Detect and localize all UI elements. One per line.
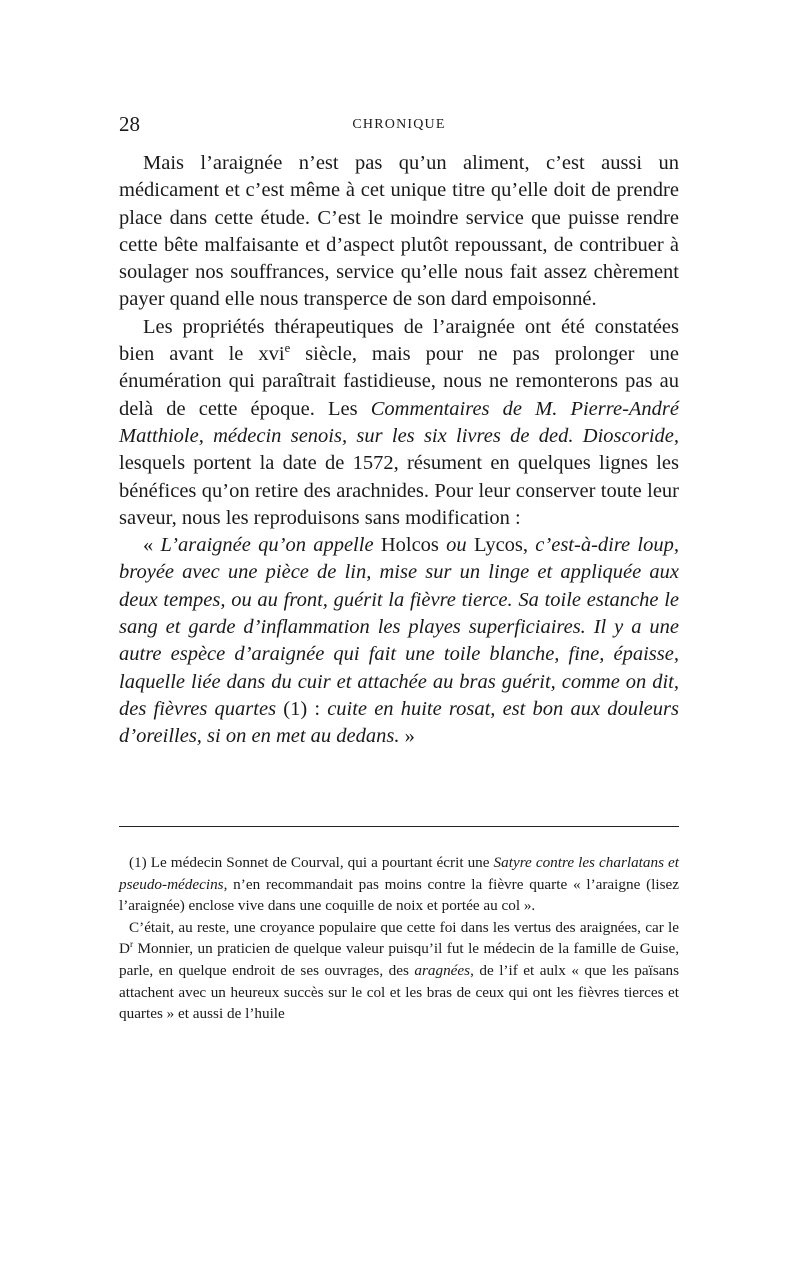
paragraph-1: Mais l’araignée n’est pas qu’un aliment, c’est aussi un médicament et c’est même à cet unique titre qu’elle doit de prendre place dans cette étude. C’est le moindre service que puisse rendre cette bête malfaisante et d’aspect plutôt repoussant, de contribuer à soulager nos souffrances, service qu’elle nous fait assez chèrement payer quand elle nous transperce de son dard empoisonné. [119,152,679,311]
footnote-1-title: Satyre contre les charlatans et pseudo-médecins [119,854,679,893]
quote-ou: ou [446,534,467,557]
century-superscript: e [284,341,291,356]
footnote-continuation [119,917,679,1025]
footnotes [119,852,679,1025]
quote-close: » [399,725,415,748]
quote-part-3: cuite en huite rosat, est bon aux douleurs d’oreilles, si on en met au dedans. [119,697,679,748]
quote-open: « [143,534,161,557]
footnote-2-text-b: Monnier, un praticien de quelque valeur puisqu’il fut le médecin de la famille de Guise, parle, en quelque endroit de ses ouvrages, des [119,940,679,979]
quote-part-2: c’est-à-dire loup, broyée avec une pièce de lin, mise sur un linge et appliquée aux deux tempes, ou au front, guérit la fièvre tierce. Sa toile estanche le sang et garde d’inflammation les playes superficiaires. Il y a une autre espèce d’araignée qui fait une toile blanche, fine, épaisse, laquelle liée dans du cuir et attachée au bras guérit, comme on dit, des fièvres quartes [119,534,679,720]
footnote-reference: (1) : [276,697,328,720]
footnote-2-text-a: C’était, au reste, une croyance populaire que cette foi dans les vertus des araignées, car le D [119,918,679,958]
footnote-1-text-c: , n’en recommandait pas moins contre la fièvre quarte « l’araigne (lisez l’araignée) enclose vive dans une coquille de noix et portée au col ». [119,875,679,915]
century-numeral: xvi [258,343,285,366]
footnote-2-text-d: , de l’if et aulx « que les païsans attachent avec un heureux succès sur le col et les bras de ceux qui ont les fièvres tierces et quartes » et aussi de l’huile [119,961,679,1023]
footnote-rule [119,826,679,827]
running-title: CHRONIQUE [352,117,446,132]
quotation-paragraph [119,532,679,750]
paragraph-2-text-d: lesquels portent la date de 1572, résument en quelques lignes les bénéfices qu’on retire des arachnides. Pour leur conserver toute leur saveur, nous les reproduisons sans modification : [119,452,679,529]
page-header [119,112,679,142]
footnote-1-text-a: (1) Le médecin Sonnet de Courval, qui a pourtant écrit une [129,854,494,871]
footnote-2-italic: aragnées [414,961,471,979]
quote-holcos: Holcos [373,534,447,557]
quote-lycos: Lycos, [466,534,536,557]
paragraph-2 [119,314,679,532]
doctor-superscript: r [129,940,134,951]
book-title-citation: Commentaires de M. Pierre-André Matthiole, médecin senois, sur les six livres de ded. Dioscoride, [119,397,679,447]
page-number: 28 [119,112,140,136]
paragraph-2-text-b: siècle, mais pour ne pas prolonger une énumération qui paraîtrait fastidieuse, nous ne remonterons pas au delà de cette époque. Les [119,343,680,420]
footnote-1 [119,852,679,917]
main-text [119,150,679,751]
paragraph-2-text-a: Les propriétés thérapeutiques de l’araignée ont été constatées bien avant le [119,315,679,366]
quote-part-1: L’araignée qu’on appelle [160,534,374,557]
